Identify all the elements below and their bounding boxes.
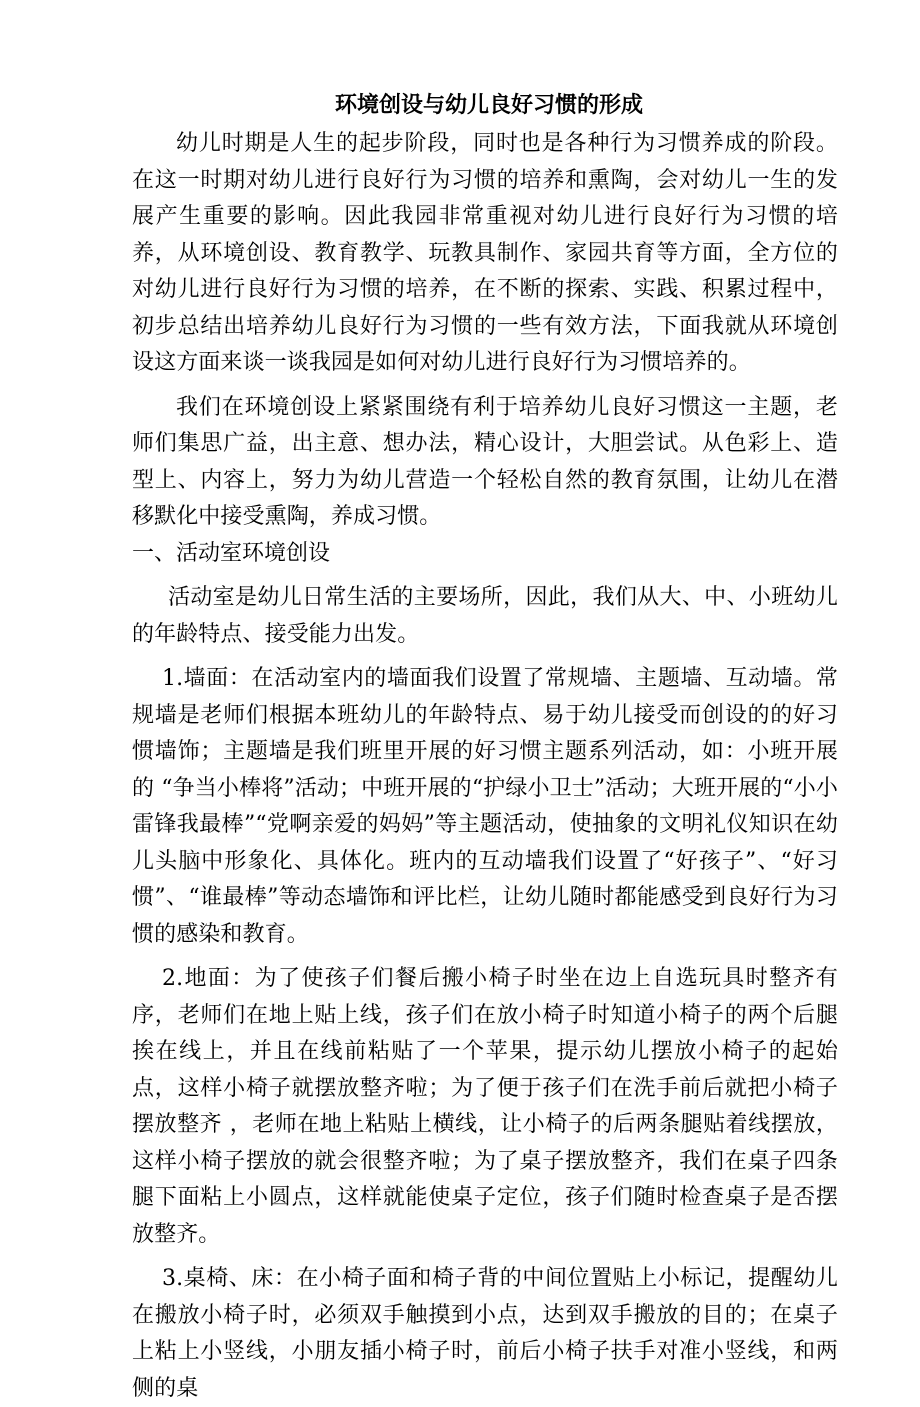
paragraph-intro: 幼儿时期是人生的起步阶段，同时也是各种行为习惯养成的阶段。在这一时期对幼儿进行良好行为习惯的培养和熏陶，会对幼儿一生的发展产生重要的影响。因此我园非常重视对幼儿进行良好行为习惯的培养，从环境创设、教育教学、玩教具制作、家园共育等方面，全方位的对幼儿进行良好行为习惯的培养，在不断的探索、实践、积累过程中，初步总结出培养幼儿良好行为习惯的一些有效方法，下面我就从环境创设这方面来谈一谈我园是如何对幼儿进行良好行为习惯培养的。 <box>132 131 838 375</box>
paragraph-activity-room: 活动室是幼儿日常生活的主要场所，因此，我们从大、中、小班幼儿的年龄特点、接受能力出发。 <box>132 585 838 647</box>
paragraph-floor: 2.地面：为了使孩子们餐后搬小椅子时坐在边上自选玩具时整齐有序，老师们在地上贴上线，孩子们在放小椅子时知道小椅子的两个后腿挨在线上，并且在线前粘贴了一个苹果，提示幼儿摆放小椅子的起始点，这样小椅子就摆放整齐啦；为了便于孩子们在洗手前后就把小椅子摆放整齐 ，老师在地上粘贴上横线，让小椅子的后两条腿贴着线摆放，这样小椅子摆放的就会很整齐啦；为了桌子摆放整齐，我们在桌子四条腿下面粘上小圆点，这样就能使桌子定位，孩子们随时检查桌子是否摆放整齐。 <box>132 966 838 1247</box>
paragraph-wall: 1.墙面：在活动室内的墙面我们设置了常规墙、主题墙、互动墙。常规墙是老师们根据本班幼儿的年龄特点、易于幼儿接受而创设的的好习惯墙饰；主题墙是我们班里开展的好习惯主题系列活动，如：小班开展的 “争当小棒将”活动；中班开展的“护绿小卫士”活动；大班开展的“小小雷锋我最棒”“党啊亲爱的妈妈”等主题活动，使抽象的文明礼仪知识在幼儿头脑中形象化、具体化。班内的互动墙我们设置了“好孩子”、“好习惯”、“谁最棒”等动态墙饰和评比栏，让幼儿随时都能感受到良好行为习惯的感染和教育。 <box>132 666 838 947</box>
document-title: 环境创设与幼儿良好习惯的形成 <box>334 93 643 118</box>
document-page <box>132 86 838 1407</box>
paragraph-furniture: 3.桌椅、床：在小椅子面和椅子背的中间位置贴上小标记，提醒幼儿在搬放小椅子时，必须双手触摸到小点，达到双手搬放的目的；在桌子上粘上小竖线，小朋友插小椅子时，前后小椅子扶手对准小竖线，和两侧的桌 <box>132 1266 838 1401</box>
section-heading: 一、活动室环境创设 <box>132 540 331 566</box>
paragraph-environment: 我们在环境创设上紧紧围绕有利于培养幼儿良好习惯这一主题，老师们集思广益，出主意、想办法，精心设计，大胆尝试。从色彩上、造型上、内容上，努力为幼儿营造一个轻松自然的教育氛围，让幼儿在潜移默化中接受熏陶，养成习惯。 <box>132 394 838 529</box>
